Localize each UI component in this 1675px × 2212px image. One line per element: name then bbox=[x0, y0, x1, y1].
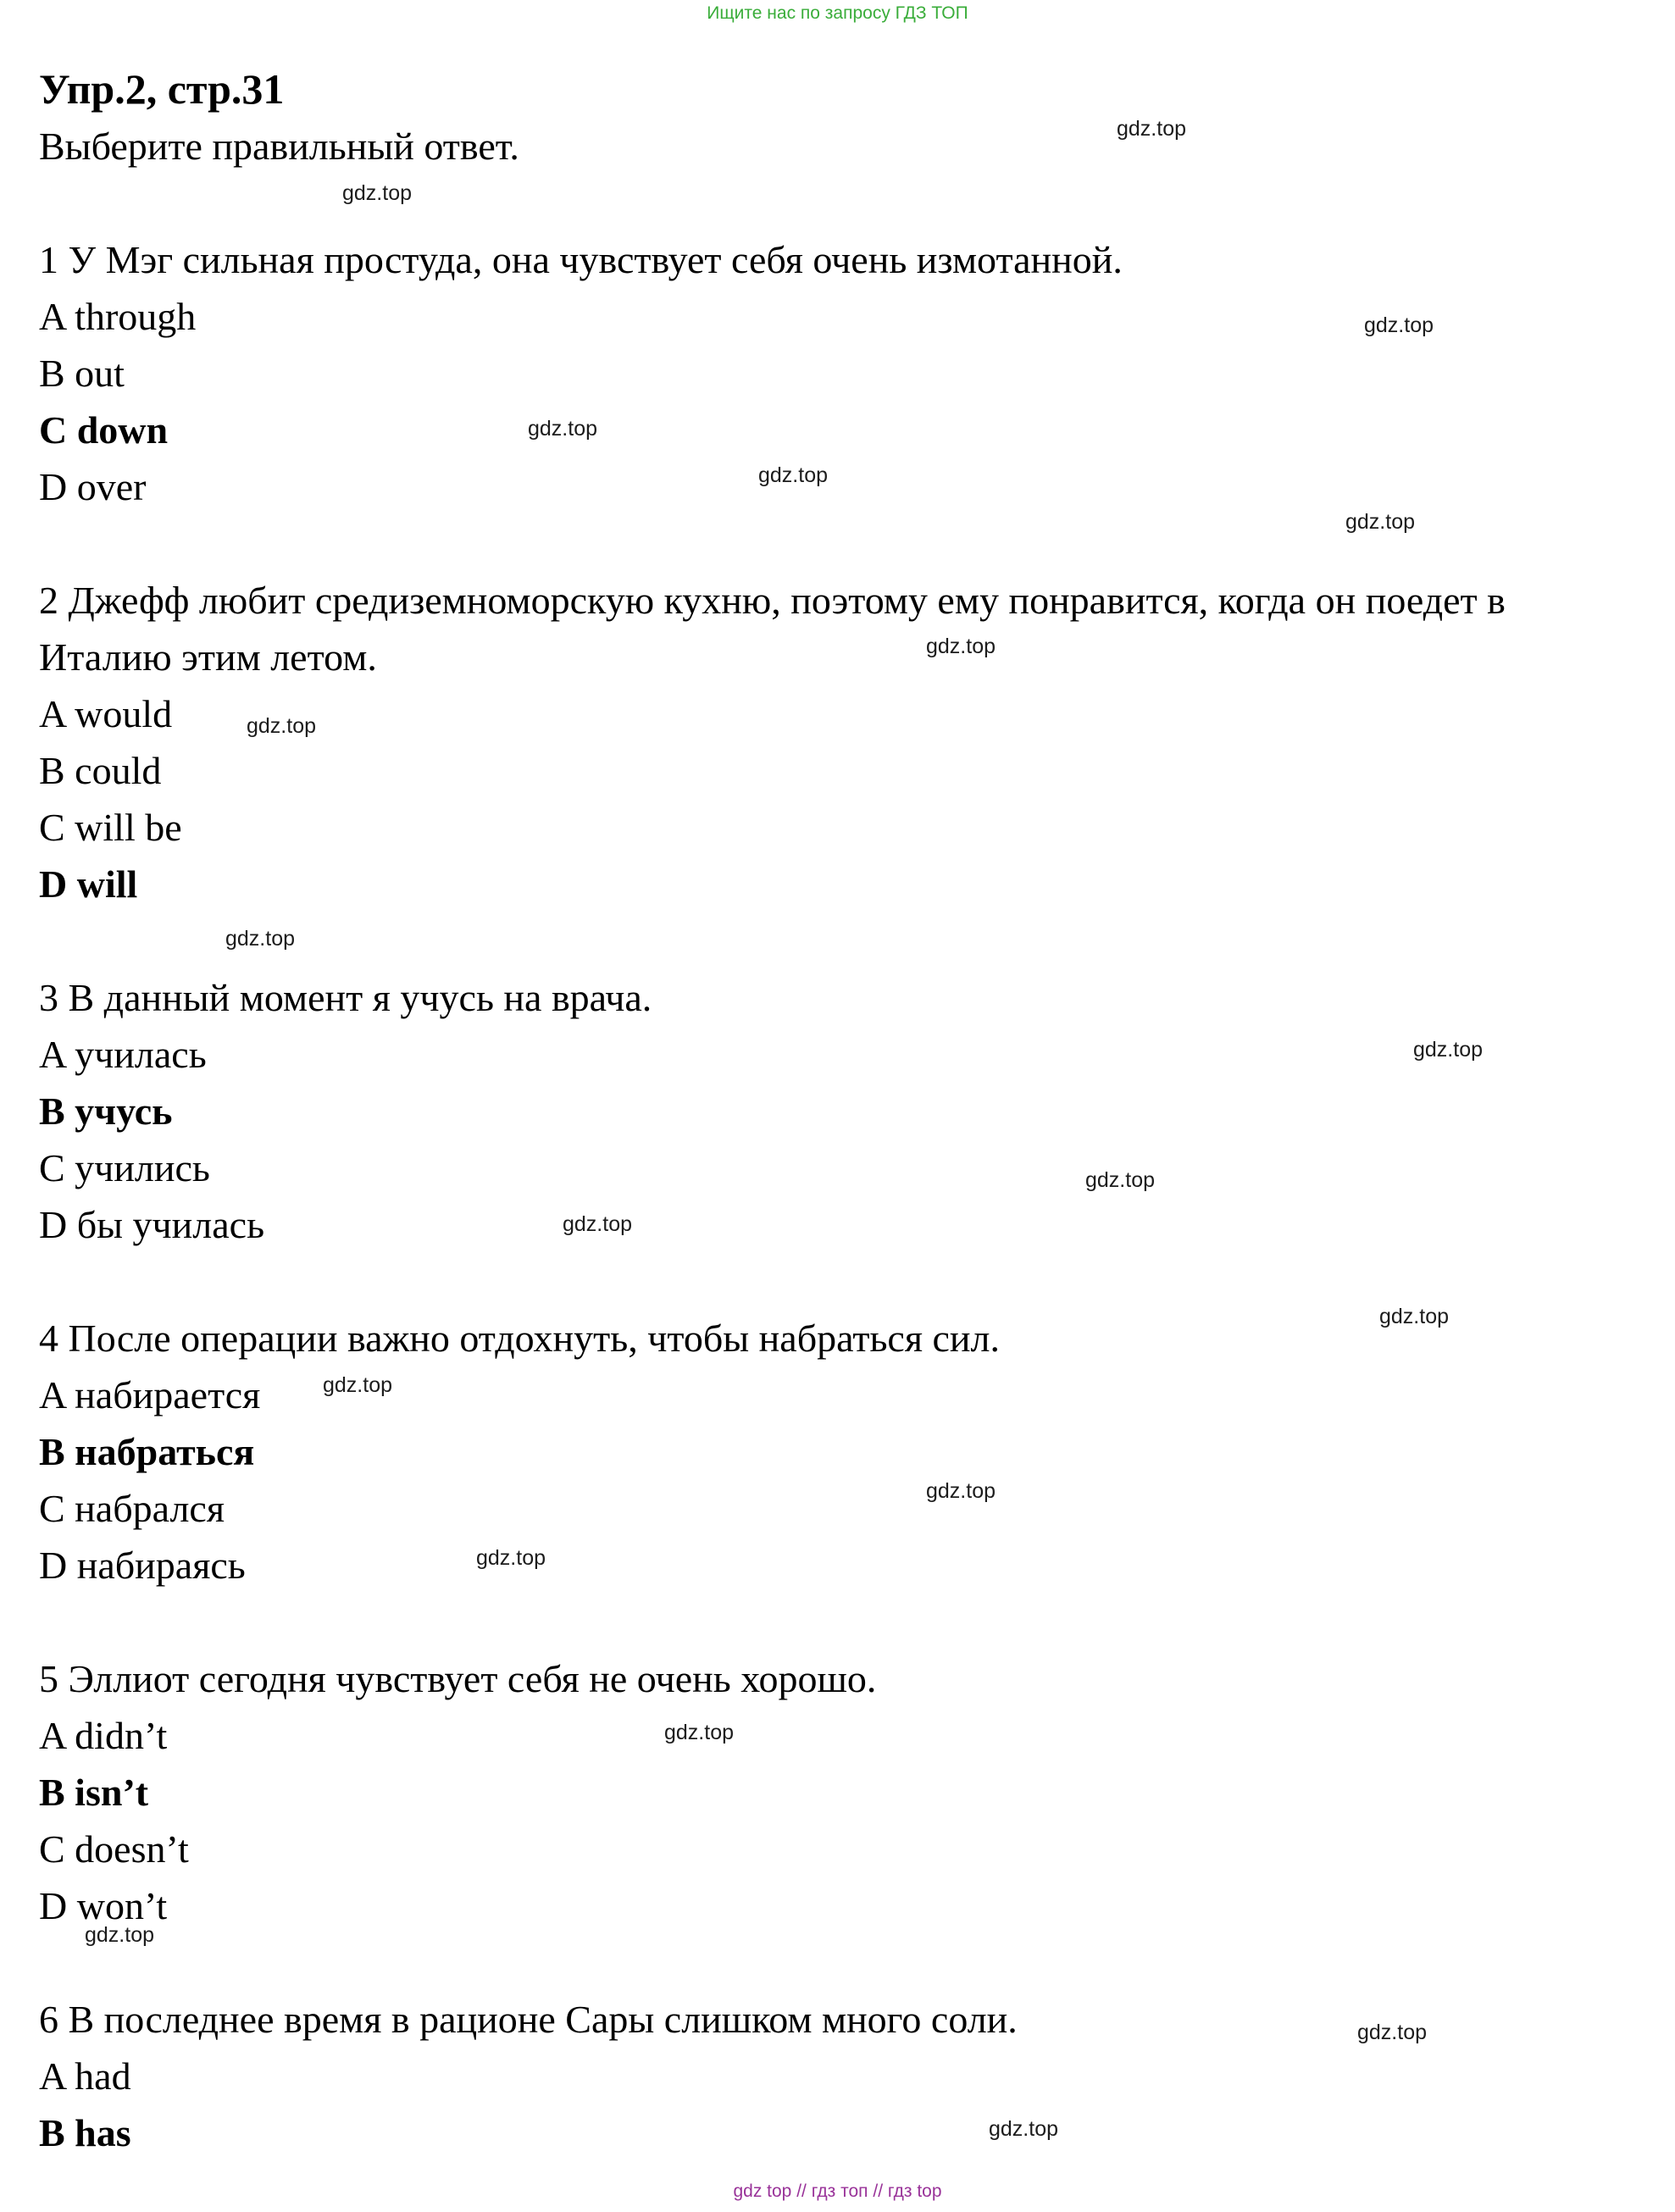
question-text: 5 Эллиот сегодня чувствует себя не очень хорошо. bbox=[39, 1657, 877, 1700]
question-4 bbox=[39, 1310, 1641, 1594]
answer-option: A would bbox=[39, 692, 173, 735]
question-text: 4 После операции важно отдохнуть, чтобы набраться сил. bbox=[39, 1317, 1000, 1360]
answer-option-correct: D will bbox=[39, 862, 138, 906]
question-1 bbox=[39, 231, 1641, 515]
watermark: gdz.top bbox=[758, 463, 829, 487]
answer-option-correct: B учусь bbox=[39, 1089, 173, 1133]
question-text: 1 У Мэг сильная простуда, она чувствует себя очень измотанной. bbox=[39, 238, 1123, 281]
watermark: gdz.top bbox=[476, 1546, 546, 1570]
answer-option: C will be bbox=[39, 806, 182, 849]
page-content bbox=[39, 61, 1641, 2212]
answer-option: A набирается bbox=[39, 1373, 261, 1416]
answer-option: B out bbox=[39, 352, 125, 395]
answer-option: A didn’t bbox=[39, 1714, 168, 1757]
top-banner: Ищите нас по запросу ГДЗ ТОП bbox=[707, 3, 968, 23]
question-3 bbox=[39, 969, 1641, 1253]
watermark: gdz.top bbox=[247, 714, 317, 738]
watermark: gdz.top bbox=[1085, 1168, 1156, 1192]
watermark: gdz.top bbox=[225, 927, 296, 951]
question-text: 2 Джефф любит средиземноморскую кухню, поэтому ему понравится, когда он поедет в Италию этим летом. bbox=[39, 579, 1506, 679]
answer-option: A had bbox=[39, 2054, 131, 2098]
watermark: gdz.top bbox=[563, 1212, 633, 1236]
page-title: Упр.2, стр.31 bbox=[39, 65, 285, 113]
question-text: 6 В последнее время в рационе Сары слишком много соли. bbox=[39, 1998, 1018, 2041]
watermark: gdz.top bbox=[1364, 313, 1434, 337]
answer-option: D won’t bbox=[39, 1884, 168, 1927]
watermark: gdz.top bbox=[1117, 117, 1187, 141]
answer-option: C doesn’t bbox=[39, 1827, 189, 1871]
answer-option: D бы училась bbox=[39, 1203, 265, 1246]
answer-option-correct: B has bbox=[39, 2111, 131, 2154]
question-text: 3 В данный момент я учусь на врача. bbox=[39, 976, 652, 1019]
question-2 bbox=[39, 572, 1641, 912]
question-5 bbox=[39, 1650, 1641, 1934]
watermark: gdz.top bbox=[323, 1373, 393, 1397]
watermark: gdz.top bbox=[664, 1721, 735, 1744]
watermark: gdz.top bbox=[1357, 2021, 1428, 2044]
watermark: gdz.top bbox=[926, 1479, 996, 1503]
watermark: gdz.top bbox=[1345, 510, 1416, 534]
watermark: gdz.top bbox=[85, 1923, 155, 1947]
answer-option: C учились bbox=[39, 1146, 210, 1189]
watermark: gdz.top bbox=[926, 635, 996, 658]
answer-option: D набираясь bbox=[39, 1544, 246, 1587]
answer-option: A училась bbox=[39, 1033, 207, 1076]
answer-option: C набрался bbox=[39, 1487, 225, 1530]
answer-option-correct: B набраться bbox=[39, 1430, 255, 1473]
footer-watermark: gdz top // гдз топ // гдз top bbox=[733, 2182, 942, 2201]
watermark: gdz.top bbox=[342, 181, 413, 205]
answer-option-correct: B isn’t bbox=[39, 1771, 149, 1814]
page-subtitle: Выберите правильный ответ. bbox=[39, 125, 519, 168]
watermark: gdz.top bbox=[989, 2117, 1059, 2141]
watermark: gdz.top bbox=[528, 417, 598, 441]
watermark: gdz.top bbox=[1413, 1038, 1484, 1062]
watermark: gdz.top bbox=[1379, 1305, 1450, 1328]
answer-option: D over bbox=[39, 465, 147, 508]
answer-option: A through bbox=[39, 295, 197, 338]
answer-option-correct: C down bbox=[39, 408, 169, 452]
question-6 bbox=[39, 1991, 1641, 2161]
answer-option: B could bbox=[39, 749, 162, 792]
